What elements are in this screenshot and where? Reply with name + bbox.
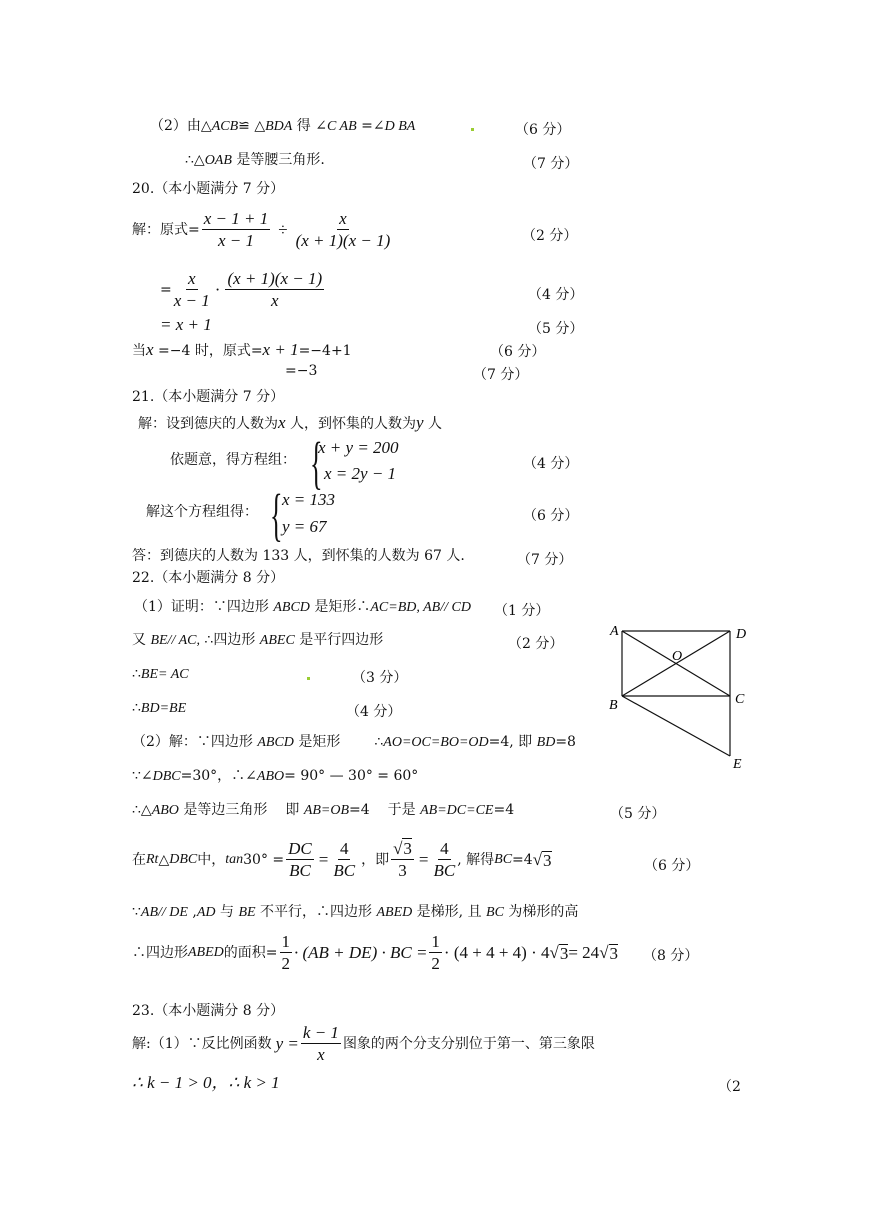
radicand: 3 [609, 943, 619, 963]
text: 是矩形 [293, 734, 341, 750]
text: ≌ △ [238, 118, 266, 134]
numerator: 1 [281, 932, 290, 951]
q21-line-1 [138, 414, 442, 431]
quad-abed: ABED [188, 944, 224, 960]
relation: AO=OC=BO=OD [383, 735, 489, 750]
q19-line-3 [185, 153, 325, 168]
solution-x: x = 133 [282, 490, 336, 509]
text: （2）由△ [150, 118, 212, 134]
text: 是平行四边形 [294, 632, 384, 648]
text: ∴△ [185, 152, 205, 168]
left-brace: { [270, 482, 283, 547]
sqrt-symbol: √ [393, 839, 403, 858]
q20-line-3: = x + 1 [160, 315, 212, 334]
text: ∵∠ [132, 768, 153, 784]
text: 是等腰三角形. [231, 152, 325, 168]
text: ∴四边形 [199, 632, 260, 648]
text: ∵ [132, 904, 141, 920]
q22-line-5 [132, 735, 576, 750]
equation-1: x + y = 200 [318, 438, 399, 457]
angle-dbc: DBC [152, 769, 181, 784]
numerator: 4 [339, 839, 349, 858]
score-q20-4: （4 分） [528, 287, 584, 303]
q20-header: 20.（本小题满分 7 分） [132, 181, 285, 197]
fraction [286, 840, 314, 879]
equal-sign: = [160, 281, 172, 298]
segment-be [622, 696, 730, 756]
numerator: k − 1 [302, 1023, 339, 1042]
q20-line-4 [132, 341, 352, 358]
variable-y: y [416, 413, 424, 432]
quad-abcd: ABCD [257, 735, 294, 750]
numerator: 4 [440, 839, 449, 858]
text: 图象的两个分支分别位于第一、第三象限 [342, 1035, 595, 1052]
relation: AB// DE [140, 905, 188, 920]
text: 于是 [387, 802, 421, 818]
solution-y: y = 67 [282, 517, 327, 536]
numerator: x − 1 + 1 [203, 209, 269, 228]
sqrt-symbol: √ [599, 943, 609, 962]
q20-line-1 [132, 210, 392, 249]
q22-line-3 [132, 667, 189, 682]
text: , 解得 [457, 851, 495, 868]
solution-label: 解：原式= [132, 221, 200, 238]
denominator: 2 [281, 954, 290, 973]
text: =4 [349, 802, 370, 818]
text: =4 [512, 851, 533, 868]
radicand: 3 [559, 943, 569, 963]
marker-dot [471, 128, 474, 131]
fraction [434, 840, 456, 879]
expression: = 24 [568, 943, 600, 962]
text: 的面积= [223, 944, 278, 961]
marker-dot [307, 677, 310, 680]
score-q20-2: （2 分） [522, 228, 578, 244]
segment-bc: BC [486, 905, 504, 920]
numerator: (x + 1)(x − 1) [227, 269, 323, 288]
score-q19-6: （6 分） [515, 122, 571, 138]
text: =30°，∴∠ [180, 768, 257, 784]
text: 即 [285, 802, 304, 818]
text: （1）证明：∵四边形 [134, 599, 274, 615]
text: 不平行，∴四边形 [255, 904, 377, 920]
text: ∴ [132, 666, 141, 682]
fraction [429, 933, 442, 972]
score-q20-6: （6 分） [490, 344, 546, 360]
divide-sign: ÷ [278, 220, 288, 239]
q22-line-9 [132, 905, 578, 920]
equal-sign: = [418, 850, 429, 869]
numerator: DC [288, 839, 312, 858]
fraction [225, 270, 324, 309]
text: =∠ [356, 118, 385, 134]
sqrt-symbol: √ [549, 943, 559, 962]
label-a: A [610, 624, 619, 639]
text: ，即 [361, 851, 390, 868]
fraction [174, 270, 210, 309]
q23-line-1 [132, 1024, 595, 1063]
numerator: x [339, 209, 347, 228]
quad-abcd: ABCD [273, 600, 310, 615]
expression: · (AB + DE) · BC = [294, 943, 428, 962]
text: Rt [146, 851, 159, 867]
equation-2: x = 2y − 1 [324, 464, 397, 483]
equal-sign: = [318, 850, 329, 869]
numerator: x [187, 269, 196, 288]
text: =4, 即 [488, 734, 537, 750]
denominator: x [271, 291, 279, 310]
text: ∴△ [132, 802, 152, 818]
numerator [391, 840, 414, 860]
segment-bd: BD [536, 735, 556, 750]
score-q22-6: （6 分） [644, 858, 700, 874]
text: =4 [493, 802, 515, 818]
q21-header: 21.（本小题满分 7 分） [132, 389, 285, 405]
q21-system-label: 依题意，得方程组： [170, 452, 296, 468]
q20-line-5: =−3 [285, 363, 318, 379]
triangle-dbc: DBC [169, 851, 198, 867]
angle-cab: C AB [326, 119, 357, 134]
q22-line-6 [132, 769, 418, 784]
quad-abec: ABEC [259, 633, 295, 648]
fraction [296, 210, 391, 249]
score-q19-7: （7 分） [523, 156, 579, 172]
expression: y = [275, 1034, 299, 1053]
label-d: D [736, 627, 747, 642]
label-o: O [672, 649, 683, 664]
denominator: BC [289, 861, 311, 880]
triangle-bda: BDA [265, 119, 293, 134]
denominator: x [317, 1045, 325, 1064]
expression: x + 1 [262, 340, 299, 359]
fraction [301, 1024, 341, 1063]
q22-header: 22.（本小题满分 8 分） [132, 570, 285, 586]
text: 为梯形的高 [503, 904, 579, 920]
label-c: C [735, 692, 745, 707]
score-q21-4: （4 分） [523, 456, 579, 472]
text: 解:（1）∵反比例函数 [132, 1035, 272, 1052]
variable-x: x [146, 340, 154, 359]
q23-line-2: ∴ k − 1 > 0，∴ k > 1 [132, 1073, 280, 1092]
text: =8 [555, 734, 576, 750]
text: 与 [215, 904, 239, 920]
label-b: B [609, 698, 618, 713]
expression: · (4 + 4 + 4) · 4 [443, 943, 550, 962]
q23-header: 23.（本小题满分 8 分） [132, 1003, 285, 1019]
relations: AC=BD, AB// CD [370, 600, 471, 615]
denominator: x − 1 [217, 231, 254, 250]
score-q21-7: （7 分） [517, 552, 573, 568]
fraction [280, 933, 293, 972]
segment-ad: AD [196, 905, 216, 920]
relation: BE= AC [140, 667, 189, 682]
score-q23-2: （2 [718, 1079, 741, 1095]
text: 中， [197, 851, 226, 868]
text: ∴ [374, 734, 384, 750]
triangle-acb: ACB [211, 119, 239, 134]
q22-line-7 [132, 803, 514, 818]
text: 在 [132, 851, 146, 868]
q19-line-2 [150, 119, 415, 134]
text: （2）解：∵四边形 [132, 734, 258, 750]
relation: BD=BE [140, 701, 187, 716]
quad-abed: ABED [376, 905, 413, 920]
text: , [187, 904, 197, 920]
denominator: x − 1 [173, 291, 210, 310]
angle-abo: ABO [256, 769, 285, 784]
score-q20-7: （7 分） [473, 367, 529, 383]
angle-dba: D BA [384, 119, 416, 134]
denominator: BC [433, 861, 456, 880]
q22-line-1 [134, 600, 471, 615]
text: △ [158, 851, 170, 868]
text: 得 ∠ [292, 118, 327, 134]
text: 是梯形, 且 [412, 904, 487, 920]
triangle-abo: ABO [151, 803, 179, 818]
text: 是矩形∴ [309, 599, 371, 615]
triangle-oab: OAB [204, 153, 232, 168]
denominator: (x + 1)(x − 1) [295, 231, 391, 250]
relation: BE// AC, [150, 633, 200, 648]
text: ∴ [132, 700, 141, 716]
fraction [391, 840, 414, 879]
score-q22-4: （4 分） [346, 704, 402, 720]
score-q21-6: （6 分） [523, 508, 579, 524]
q21-answer: 答：到德庆的人数为 133 人，到怀集的人数为 67 人. [132, 548, 465, 564]
score-q22-1: （1 分） [494, 603, 550, 619]
text: 当 [132, 343, 146, 359]
fraction [202, 210, 271, 249]
q22-line-2 [132, 633, 383, 648]
radicand: 3 [543, 850, 552, 870]
text: ∴四边形 [132, 944, 188, 961]
score-q22-8: （8 分） [643, 948, 699, 964]
q20-line-2 [160, 270, 326, 309]
text: 又 [132, 632, 151, 648]
tan-function: tan [225, 851, 244, 867]
q21-solution-label: 解这个方程组得： [146, 504, 258, 520]
variable-x: x [278, 413, 286, 432]
score-q22-5: （5 分） [610, 806, 666, 822]
geometry-figure [600, 620, 760, 780]
numerator: 1 [431, 932, 440, 951]
text: = 90° — 30° = 60° [284, 768, 419, 784]
text: 30° = [243, 851, 285, 868]
segment-be: BE [238, 905, 256, 920]
left-brace: { [310, 430, 323, 495]
text: 是等边三角形 [178, 802, 268, 818]
text: =−4+1 [298, 343, 352, 359]
q22-line-8 [132, 840, 552, 879]
text: =−4 时，原式= [153, 343, 263, 359]
text: 人，到怀集的人数为 [285, 416, 416, 432]
denominator: 3 [398, 861, 407, 880]
relation: AB=DC=CE [420, 803, 494, 818]
score-q22-3: （3 分） [352, 670, 408, 686]
score-q20-5: （5 分） [528, 321, 584, 337]
segment-bc: BC [494, 851, 513, 867]
radicand: 3 [403, 839, 412, 858]
q22-line-10 [132, 933, 618, 972]
text: 解：设到德庆的人数为 [138, 416, 278, 432]
denominator: BC [333, 861, 356, 880]
text: 人 [423, 416, 442, 432]
score-q22-2: （2 分） [508, 636, 564, 652]
fraction [333, 840, 355, 879]
relation: AB=OB [303, 803, 350, 818]
q22-line-4 [132, 701, 186, 716]
sqrt-symbol: √ [532, 850, 543, 869]
denominator: 2 [431, 954, 440, 973]
multiply-dot: · [214, 280, 221, 299]
label-e: E [733, 757, 742, 772]
